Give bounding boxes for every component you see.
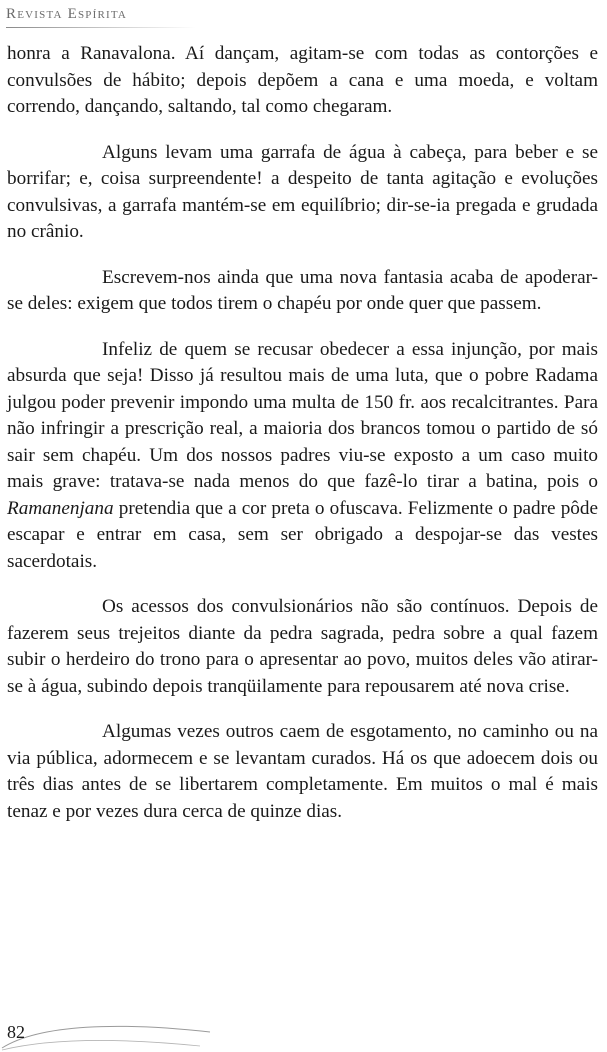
paragraph bbox=[7, 337, 598, 576]
page-number-swoosh-ornament bbox=[0, 1018, 220, 1052]
paragraph-text: pretendia que a cor preta o ofuscava. Felizmente o padre pôde escapar e entrar em casa, sem ser obrigado a despojar-se das vestes sacerdotais. bbox=[7, 497, 598, 572]
running-header: Revista Espírita bbox=[6, 6, 128, 22]
paragraph bbox=[7, 41, 598, 121]
paragraph-text: honra a Ranavalona. Aí dançam, agitam-se com todas as contorções e convulsões de hábito; depois depõem a cana e uma moeda, e voltam correndo, dançando, saltando, tal como chegaram. bbox=[7, 43, 598, 117]
paragraph bbox=[7, 719, 598, 825]
paragraph bbox=[7, 265, 598, 318]
paragraph bbox=[7, 594, 598, 700]
page-body bbox=[7, 41, 598, 844]
header-rule bbox=[6, 27, 196, 28]
paragraph-text: Alguns levam uma garrafa de água à cabeça, para beber e se borrifar; e, coisa surpreendente! a despeito de tanta agitação e evoluções convulsivas, a garrafa mantém-se em equilíbrio; dir-se-ia pregada e grudada no crânio. bbox=[7, 141, 598, 242]
page-number: 82 bbox=[7, 1022, 25, 1042]
paragraph-text: Infeliz de quem se recusar obedecer a essa injunção, por mais absurda que seja! Disso já resultou mais de uma luta, que o pobre Radama julgou poder prevenir impondo uma multa de 150 fr. aos recalcitrantes. Para não infringir a prescrição real, a maioria dos brancos tomou o partido de só sair sem chapéu. Um dos nossos padres viu-se exposto a um caso muito mais grave: tratava-se nada menos do que fazê-lo tirar a batina, pois o bbox=[7, 338, 598, 492]
paragraph-text: Os acessos dos convulsionários não são contínuos. Depois de fazerem seus trejeitos diante da pedra sagrada, pedra sobre a qual fazem subir o herdeiro do trono para o apresentar ao povo, muitos deles vão atirar-se à água, subindo depois tranqüilamente para repousarem até nova crise. bbox=[7, 596, 598, 697]
paragraph-text: Escrevem-nos ainda que uma nova fantasia acaba de apoderar-se deles: exigem que todos tirem o chapéu por onde quer que passem. bbox=[7, 266, 598, 314]
paragraph bbox=[7, 140, 598, 246]
paragraph-text: Algumas vezes outros caem de esgotamento, no caminho ou na via pública, adormecem e se levantam curados. Há os que adoecem dois ou três dias antes de se libertarem completamente. Em muitos o mal é mais tenaz e por vezes dura cerca de quinze dias. bbox=[7, 721, 598, 822]
italic-term: Ramanenjana bbox=[7, 497, 114, 519]
